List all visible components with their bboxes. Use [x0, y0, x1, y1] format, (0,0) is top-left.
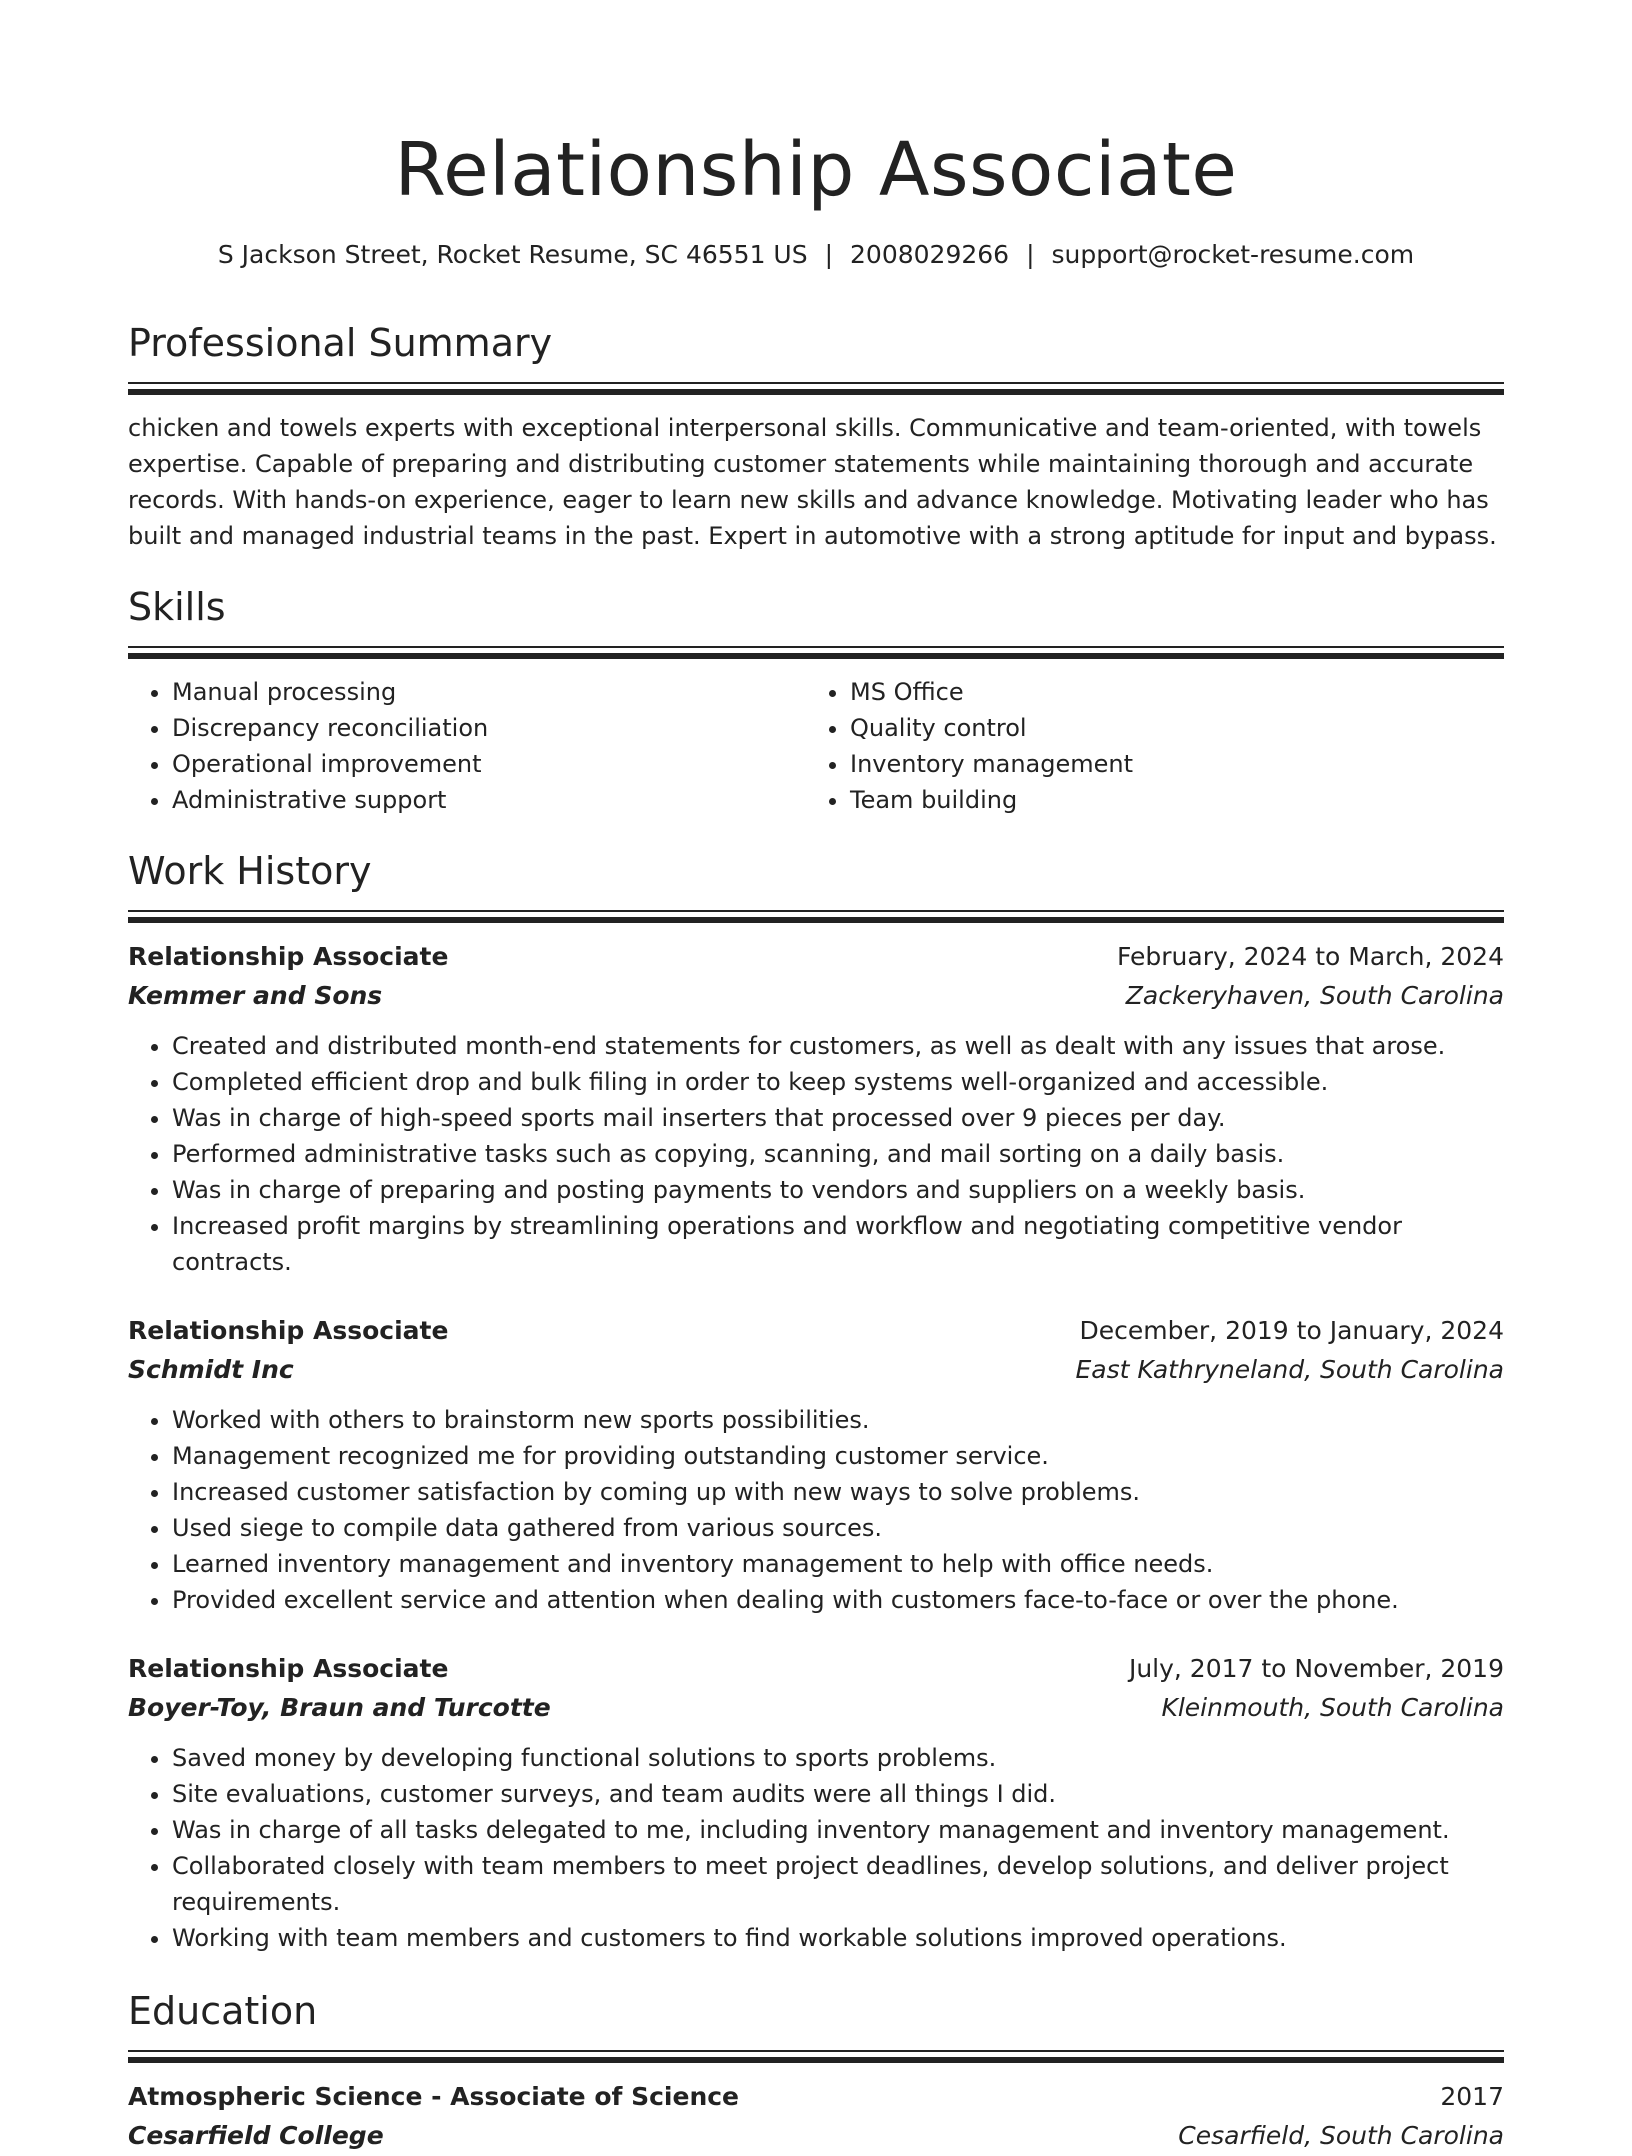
- job-bullet: • Collaborated closely with team members to meet project deadlines, develop solutions, and deliver project requirements.: [172, 1848, 1504, 1920]
- job-location: Zackeryhaven, South Carolina: [1125, 981, 1504, 1010]
- school-name: Cesarfield College: [128, 2121, 384, 2150]
- job-bullet: • Site evaluations, customer surveys, and team audits were all things I did.: [172, 1776, 1504, 1812]
- separator: |: [1026, 240, 1035, 269]
- job-dates: December, 2019 to January, 2024: [1079, 1316, 1504, 1345]
- skill-item: • Operational improvement: [172, 746, 806, 782]
- section-title-education: Education: [128, 1989, 318, 2033]
- job-bullet: • Saved money by developing functional solutions to sports problems.: [172, 1740, 1504, 1776]
- job-bullet: • Learned inventory management and inventory management to help with office needs.: [172, 1546, 1504, 1582]
- job-bullet: • Performed administrative tasks such as copying, scanning, and mail sorting on a daily basis.: [172, 1136, 1504, 1172]
- education-section: [128, 1986, 1504, 2156]
- section-title-summary: Professional Summary: [128, 321, 553, 365]
- section-divider: [128, 910, 1504, 912]
- job-bullets: [128, 1028, 1504, 1280]
- summary-text: chicken and towels experts with exceptional interpersonal skills. Communicative and team-oriented, with towels expertise. Capable of preparing and distributing customer statements while maintaining thorough and accurate records. With hands-on experience, eager to learn new skills and advance knowledge. Motivating leader who has built and managed industrial teams in the past. Expert in automotive with a strong aptitude for input and bypass.: [128, 414, 1497, 550]
- company-name: Boyer-Toy, Braun and Turcotte: [128, 1693, 551, 1722]
- company-name: Schmidt Inc: [128, 1355, 294, 1384]
- job-entry: [128, 1312, 1504, 1618]
- job-bullet: • Increased customer satisfaction by coming up with new ways to solve problems.: [172, 1474, 1504, 1510]
- job-bullet: • Was in charge of preparing and posting payments to vendors and suppliers on a weekly basis.: [172, 1172, 1504, 1208]
- job-dates: February, 2024 to March, 2024: [1116, 942, 1504, 971]
- education-entry: [128, 2078, 1504, 2156]
- resume-name: Relationship Associate: [394, 127, 1238, 213]
- section-title-skills: Skills: [128, 585, 226, 629]
- skills-list-left: [128, 674, 806, 818]
- job-bullet: • Provided excellent service and attention when dealing with customers face-to-face or over the phone.: [172, 1582, 1504, 1618]
- job-bullet: • Was in charge of all tasks delegated to me, including inventory management and inventory management.: [172, 1812, 1504, 1848]
- separator: |: [824, 240, 834, 269]
- skills-columns: [128, 674, 1504, 818]
- section-title-work: Work History: [128, 849, 372, 893]
- job-bullet: • Completed efficient drop and bulk filing in order to keep systems well-organized and accessible.: [172, 1064, 1504, 1100]
- resume-page: [128, 0, 1504, 2156]
- work-history-section: [128, 846, 1504, 1956]
- graduation-year: 2017: [1440, 2082, 1504, 2111]
- job-bullets: [128, 1402, 1504, 1618]
- address: S Jackson Street, Rocket Resume, SC 46551 US: [217, 240, 808, 269]
- job-bullets: [128, 1740, 1504, 1956]
- job-bullet: • Management recognized me for providing outstanding customer service.: [172, 1438, 1504, 1474]
- job-dates: July, 2017 to November, 2019: [1128, 1654, 1504, 1683]
- job-bullet: • Used siege to compile data gathered from various sources.: [172, 1510, 1504, 1546]
- skills-section: [128, 582, 1504, 818]
- skill-item: • Team building: [850, 782, 1484, 818]
- school-location: Cesarfield, South Carolina: [1178, 2121, 1504, 2150]
- skill-item: • Inventory management: [850, 746, 1484, 782]
- phone: 2008029266: [850, 240, 1010, 269]
- job-bullet: • Working with team members and customers to find workable solutions improved operations.: [172, 1920, 1504, 1956]
- job-title: Relationship Associate: [128, 942, 449, 971]
- section-divider: [128, 646, 1504, 648]
- skill-item: • Quality control: [850, 710, 1484, 746]
- section-divider: [128, 382, 1504, 384]
- contact-line: [128, 238, 1504, 272]
- skills-list-right: [806, 674, 1484, 818]
- job-location: Kleinmouth, South Carolina: [1161, 1693, 1504, 1722]
- job-bullet: • Worked with others to brainstorm new sports possibilities.: [172, 1402, 1504, 1438]
- section-divider: [128, 2050, 1504, 2052]
- job-bullet: • Increased profit margins by streamlining operations and workflow and negotiating competitive vendor contracts.: [172, 1208, 1504, 1280]
- job-entry: [128, 938, 1504, 1280]
- job-entry: [128, 1650, 1504, 1956]
- job-location: East Kathryneland, South Carolina: [1075, 1355, 1504, 1384]
- skill-item: • Manual processing: [172, 674, 806, 710]
- summary-section: [128, 318, 1504, 554]
- degree: Atmospheric Science - Associate of Science: [128, 2082, 740, 2111]
- job-bullet: • Was in charge of high-speed sports mail inserters that processed over 9 pieces per day.: [172, 1100, 1504, 1136]
- job-bullet: • Created and distributed month-end statements for customers, as well as dealt with any issues that arose.: [172, 1028, 1504, 1064]
- skill-item: • Administrative support: [172, 782, 806, 818]
- job-title: Relationship Associate: [128, 1316, 449, 1345]
- job-title: Relationship Associate: [128, 1654, 449, 1683]
- skill-item: • MS Office: [850, 674, 1484, 710]
- email: support@rocket-resume.com: [1051, 240, 1415, 269]
- company-name: Kemmer and Sons: [128, 981, 383, 1010]
- skill-item: • Discrepancy reconciliation: [172, 710, 806, 746]
